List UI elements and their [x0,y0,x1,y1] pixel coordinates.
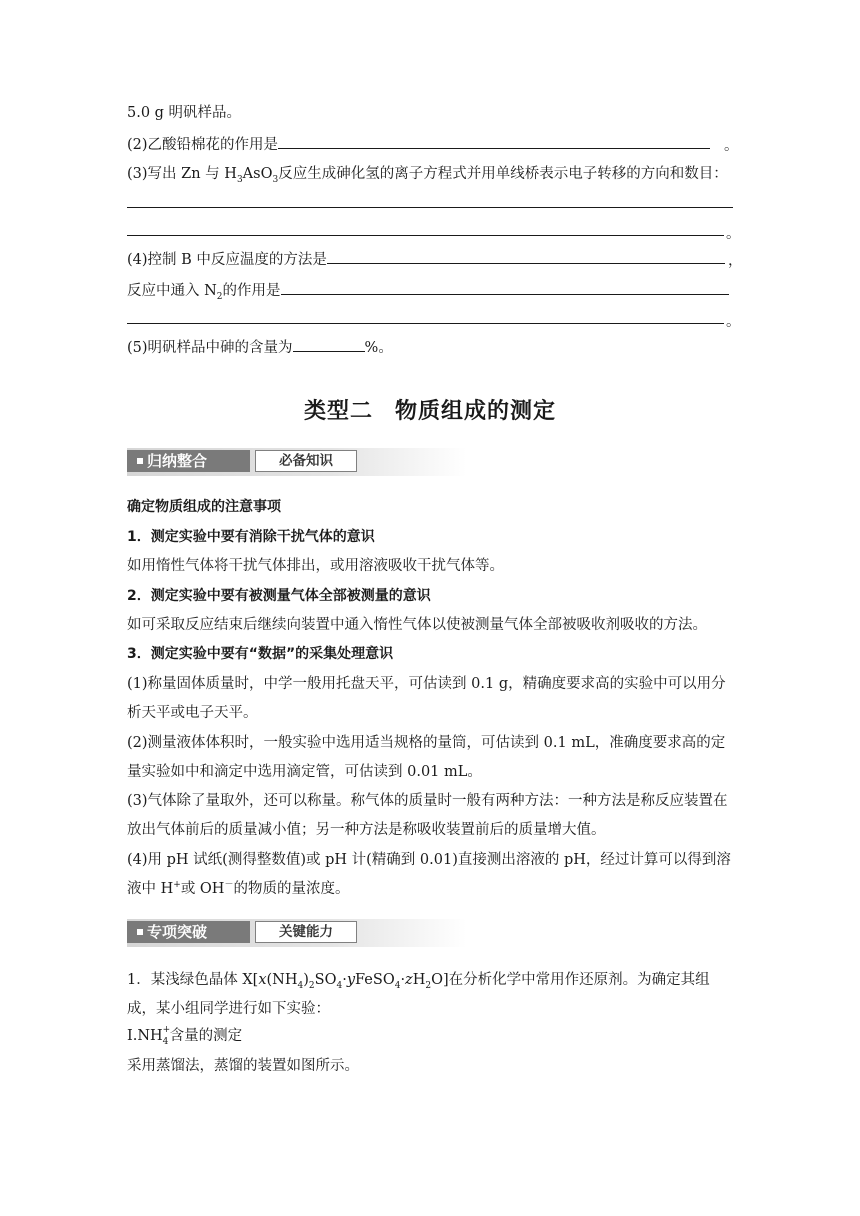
q3-answer-line-1 [127,207,733,208]
knowledge-point-3-title: 3．测定实验中要有“数据”的采集处理意识 [127,646,394,662]
q4b-answer-blank [281,280,729,295]
q2-period: 。 [724,138,739,154]
square-bullet-icon [137,458,143,464]
q3-period: 。 [726,226,741,242]
q5-text: (5)明矾样品中砷的含量为 [127,340,293,356]
knowledge-point-1-text: 如用惰性气体将干扰气体排出，或用溶液吸收干扰气体等。 [127,558,504,574]
banner-induction-tag: 必备知识 [255,450,357,472]
exercise-part-1-title [127,1026,242,1046]
p3-4-sup-1: + [173,880,181,891]
q4b-answer-line-2 [127,323,724,324]
q4b-text-a: 反应中通入 N [127,283,217,299]
banner-special-main [127,921,250,943]
q1-var-y: y [346,972,356,988]
part1-sub: 4 [162,1037,169,1047]
q1-sub-1: 4 [297,980,304,991]
exercise-question-1 [127,966,733,1024]
q1-sub-2: 2 [308,980,315,991]
q1-sub-4: 4 [394,980,401,991]
banner-special [127,919,467,947]
q1-text-b: (NH [266,972,298,988]
q3-text-b: AsO [242,166,273,182]
banner-special-main-text: 专项突破 [147,923,208,941]
part1-sup: + [162,1025,171,1035]
exercise-part-1-text: 采用蒸馏法，蒸馏的装置如图所示。 [127,1058,359,1074]
section-title-number: 类型二 [303,399,373,424]
q3-text-c: 反应生成砷化氢的离子方程式并用单线桥表示电子转移的方向和数目： [278,166,728,182]
part1-text-b: 含量的测定 [169,1028,243,1044]
q1-var-x: x [258,972,267,988]
q1-sub-3: 4 [336,980,343,991]
banner-induction-main [127,450,250,472]
knowledge-heading: 确定物质组成的注意事项 [127,499,281,515]
knowledge-point-2-title: 2．测定实验中要有被测量气体全部被测量的意识 [127,588,431,604]
question-4 [127,249,725,270]
q1-text-a: 1．某浅绿色晶体 X[ [127,972,259,988]
section-title [0,394,860,425]
p3-4-sup-2: － [224,880,234,891]
p3-4-text-b: 或 OH [180,881,225,897]
p3-4-text-c: 的物质的量浓度。 [233,881,350,897]
q4-text: (4)控制 B 中反应温度的方法是 [127,252,327,268]
q4-comma: ， [728,253,743,269]
section-title-text: 物质组成的测定 [395,399,557,424]
question-5 [127,337,393,358]
banner-induction-main-text: 归纳整合 [147,452,208,470]
nh4-charge [162,1025,171,1047]
q3-sub-2: 3 [272,174,279,185]
q4b-period: 。 [726,314,741,330]
question-2 [127,134,710,155]
q1-text-d: SO [314,972,337,988]
knowledge-point-3-3: (3)气体除了量取外，还可以称量。称气体的质量时一般有两种方法：一种方法是称反应装置在放出气体前后的质量减小值；另一种方法是称吸收装置前后的质量增大值。 [127,793,728,838]
q1-text-e: · [342,972,347,988]
q1-text-g: · [400,972,406,988]
knowledge-point-3-4 [127,846,733,904]
question-3 [127,164,728,184]
sample-line: 5.0 g 明矾样品。 [127,105,242,121]
square-bullet-icon [137,929,143,935]
q5-answer-blank [293,337,365,352]
q4b-text-b: 的作用是 [222,283,281,299]
q3-sub-1: 3 [236,174,243,185]
q3-text-a: (3)写出 Zn 与 H [127,166,237,182]
knowledge-point-3-1: (1)称量固体质量时，中学一般用托盘天平，可估读到 0.1 g，精确度要求高的实验中可以用分析天平或电子天平。 [127,676,726,721]
p3-4-text-a: (4)用 pH 试纸(测得整数值)或 pH 计(精确到 0.01)直接测出溶液的 pH，经过计算可以得到溶液中 H [127,852,731,897]
q1-text-f: FeSO [355,972,395,988]
q1-text-h: H [412,972,426,988]
knowledge-point-1-title: 1．测定实验中要有消除干扰气体的意识 [127,529,375,545]
q4b-sub: 2 [216,291,223,302]
q3-answer-line-2 [127,235,724,236]
q4-answer-blank [327,249,725,264]
q5-suffix: %。 [364,340,393,356]
q1-text-c: ) [303,972,309,988]
q2-text: (2)乙酸铅棉花的作用是 [127,137,279,153]
q1-sub-5: 2 [425,980,432,991]
q2-answer-blank [278,134,710,149]
q1-var-z: z [405,972,413,988]
part1-text-a: Ⅰ.NH [127,1028,163,1044]
knowledge-point-2-text: 如可采取反应结束后继续向装置中通入惰性气体以使被测量气体全部被吸收剂吸收的方法。 [127,617,707,633]
knowledge-point-3-2: (2)测量液体体积时，一般实验中选用适当规格的量筒，可估读到 0.1 mL，准确度要求高的定量实验如中和滴定中选用滴定管，可估读到 0.01 mL。 [127,735,726,780]
q1-text-i: O]在分析化学中常用作还原剂。为确定其组成，某小组同学进行如下实验： [127,972,710,1017]
banner-induction [127,448,467,476]
banner-special-tag: 关键能力 [255,921,357,943]
question-4b [127,280,729,301]
